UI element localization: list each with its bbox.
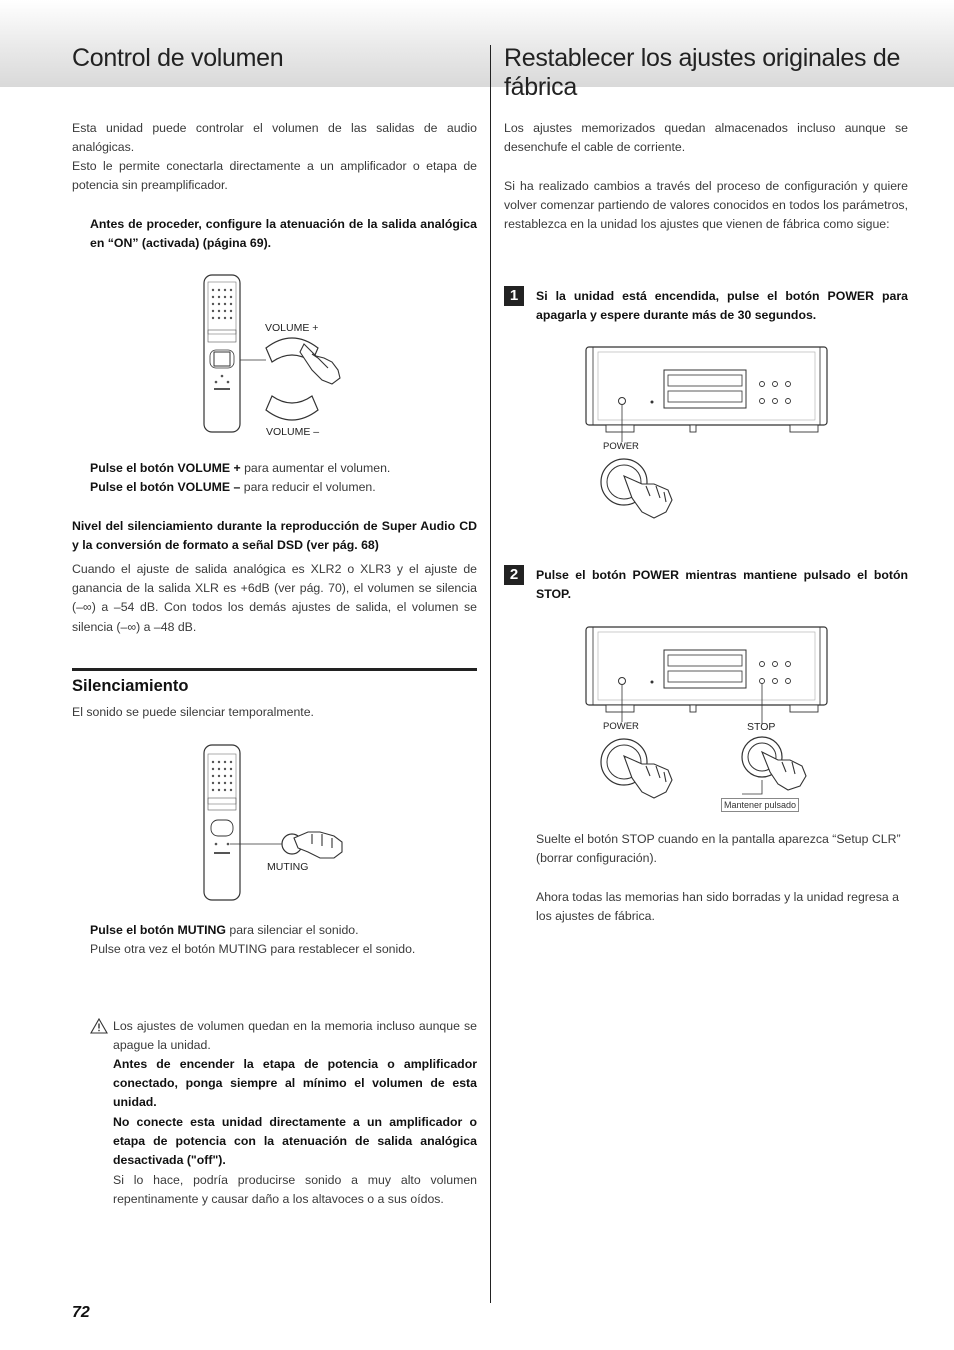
stop-label: STOP — [747, 721, 776, 733]
muting-instruction-text: para silenciar el sonido. — [225, 923, 359, 937]
intro-paragraph-2: Esto le permite conectarla directamente a un amplificador o etapa de potencia sin preamplificador. — [72, 159, 477, 193]
warning-triangle-icon — [90, 1018, 108, 1034]
mute-section-title: Silenciamiento — [72, 677, 189, 695]
muting-instruction-2: Pulse otra vez el botón MUTING para restablecer el sonido. — [90, 942, 416, 956]
after-step-text-1: Suelte el botón STOP cuando en la pantalla aparezca “Setup CLR” (borrar configuración). — [536, 832, 901, 866]
page-number: 72 — [72, 1304, 90, 1321]
power-label-2: POWER — [603, 721, 639, 732]
mute-intro: El sonido se puede silenciar temporalmente. — [72, 705, 314, 719]
volume-plus-instruction-text: para aumentar el volumen. — [240, 461, 391, 475]
after-step-text-2: Ahora todas las memorias han sido borradas y la unidad regresa a los ajustes de fábrica. — [536, 890, 899, 924]
muting-instruction-bold: Pulse el botón MUTING — [90, 923, 226, 937]
intro-paragraph-1: Esta unidad puede controlar el volumen de las salidas de audio analógicas. — [72, 121, 477, 155]
volume-minus-instruction — [90, 478, 477, 497]
volume-down-button-illustration — [266, 396, 318, 420]
caution-bold-1: Antes de encender la etapa de potencia o amplificador conectado, ponga siempre al mínimo el volumen de esta unidad. — [113, 1057, 477, 1110]
reset-paragraph-2: Si ha realizado cambios a través del proceso de configuración y quiere volver comenzar partiendo de valores conocidos en todos los parámetros, restablezca en la unidad los ajustes que vienen de fábrica como sigue: — [504, 179, 908, 232]
volume-minus-instruction-bold: Pulse el botón VOLUME – — [90, 480, 241, 494]
remote-muting-figure — [200, 740, 350, 905]
muting-label: MUTING — [267, 861, 309, 873]
remote-volume-figure — [200, 270, 350, 440]
right-page-title: Restablecer los ajustes originales de fábrica — [504, 44, 901, 101]
silence-level-text: Cuando el ajuste de salida analógica es XLR2 o XLR3 y el ajuste de ganancia de la salida XLR es +6dB (ver pág. 70), el volumen se silencia (–∞) a –54 dB. Con todos los demás ajustes de salida, el volumen se silencia (–∞) a –48 dB. — [72, 562, 477, 634]
muting-instruction — [90, 921, 477, 940]
pressing-hand-illustration — [300, 344, 340, 384]
silence-level-heading: Nivel del silenciamiento durante la reproducción de Super Audio CD y la conversión de formato a señal DSD (ver pág. 68) — [72, 519, 477, 553]
caution-line-1: Los ajustes de volumen quedan en la memoria incluso aunque se apague la unidad. — [113, 1019, 477, 1053]
volume-minus-instruction-text: para reducir el volumen. — [240, 480, 376, 494]
step-1-number: 1 — [504, 286, 524, 306]
step-2-number: 2 — [504, 565, 524, 585]
reset-paragraph-1: Los ajustes memorizados quedan almacenados incluso aunque se desenchufe el cable de corriente. — [504, 121, 908, 155]
hold-label: Mantener pulsado — [721, 798, 799, 812]
caution-bold-2: No conecte esta unidad directamente a un amplificador o etapa de potencia con la atenuación de salida analógica desactivada ("off"). — [113, 1115, 477, 1168]
caution-line-2: Si lo hace, podría producirse sonido a muy alto volumen repentinamente y causar daño a los altavoces o a sus oídos. — [113, 1173, 477, 1207]
volume-plus-label: VOLUME + — [265, 322, 319, 334]
pressing-hand-illustration — [624, 476, 672, 518]
step-2-text: Pulse el botón POWER mientras mantiene pulsado el botón STOP. — [536, 568, 908, 602]
mute-section-rule — [72, 668, 477, 671]
before-proceeding-note: Antes de proceder, configure la atenuación de la salida analógica en “ON” (activada) (página 69). — [90, 217, 477, 251]
volume-plus-instruction — [90, 459, 477, 478]
step-1-text: Si la unidad está encendida, pulse el botón POWER para apagarla y espere durante más de 30 segundos. — [536, 289, 908, 323]
pressing-hand-illustration — [624, 756, 672, 798]
column-divider — [490, 45, 491, 1303]
volume-minus-label: VOLUME – — [266, 426, 320, 438]
volume-plus-instruction-bold: Pulse el botón VOLUME + — [90, 461, 241, 475]
left-page-title: Control de volumen — [72, 44, 284, 72]
remote-control-illustration — [204, 745, 240, 900]
power-label-1: POWER — [603, 441, 639, 452]
player-power-stop-figure — [584, 624, 830, 804]
remote-control-illustration — [204, 275, 240, 432]
pressing-hand-illustration — [294, 832, 342, 858]
player-power-figure — [584, 344, 830, 524]
